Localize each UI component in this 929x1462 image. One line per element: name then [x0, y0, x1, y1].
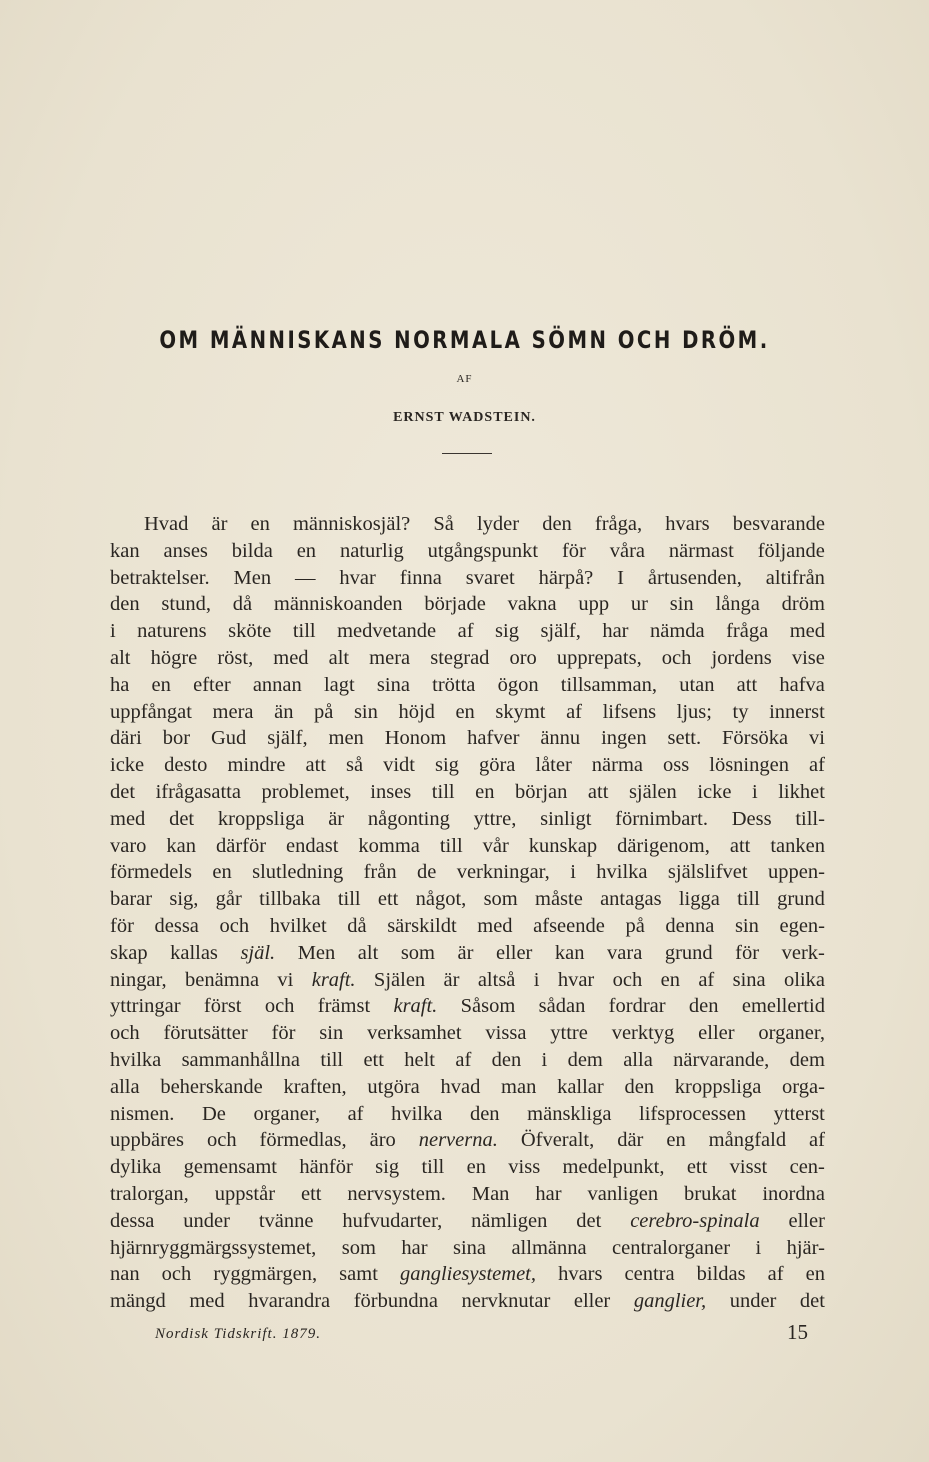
text-line: nan och ryggmärgen, samt gangliesystemet, hvars centra bildas af en — [110, 1263, 825, 1286]
text-line: uppfångat mera än på sin höjd en skymt af lifsens ljus; ty innerst — [110, 700, 825, 723]
text-line: hjärnryggmärgssystemet, som har sina allmänna centralorganer i hjär- — [110, 1236, 825, 1259]
text-line: ningar, benämna vi kraft. Själen är altså i hvar och en af sina olika — [110, 968, 825, 991]
text-line: dessa under tvänne hufvudarter, nämligen det cerebro-spinala eller — [110, 1209, 825, 1232]
text-line: alt högre röst, med alt mera stegrad oro upprepats, och jordens vise — [110, 646, 825, 669]
text-line: förmedels en slutledning från de verkningar, i hvilka själslifvet uppen- — [110, 861, 825, 884]
text-line: skap kallas själ. Men alt som är eller kan vara grund för verk- — [110, 941, 825, 964]
text-line: uppbäres och förmedlas, äro nerverna. Öfveralt, där en mångfald af — [110, 1129, 825, 1152]
text-line: det ifrågasatta problemet, inses till en början att själen icke i likhet — [110, 780, 825, 803]
text-line: varo kan därför endast komma till vår kunskap därigenom, att tanken — [110, 834, 825, 857]
byline: AF — [456, 373, 473, 385]
text-line: med det kroppsliga är någonting yttre, sinligt förnimbart. Dess till- — [110, 807, 825, 830]
text-line: i naturens sköte till medvetande af sig själf, har nämda fråga med — [110, 620, 825, 643]
text-line: kan anses bilda en naturlig utgångspunkt för våra närmast följande — [110, 539, 825, 562]
text-line: mängd med hvarandra förbundna nervknutar eller ganglier, under det — [110, 1290, 825, 1313]
separator-rule — [442, 453, 492, 454]
text-line: dylika gemensamt hänför sig till en viss medelpunkt, ett visst cen- — [110, 1156, 825, 1179]
page-number: 15 — [787, 1320, 808, 1344]
author-name: ERNST WADSTEIN. — [393, 410, 536, 425]
text-line: Hvad är en människosjäl? Så lyder den fråga, hvars besvarande — [144, 513, 825, 535]
text-line: icke desto mindre att så vidt sig göra låter närma oss lösningen af — [110, 754, 825, 777]
text-line: däri bor Gud själf, men Honom hafver ännu ingen sett. Försöka vi — [110, 727, 825, 750]
text-line: för dessa och hvilket då särskildt med afseende på denna sin egen- — [110, 914, 825, 937]
text-line: den stund, då människoanden började vakna upp ur sin långa dröm — [110, 593, 825, 616]
text-line: hvilka sammanhållna till ett helt af den i dem alla närvarande, dem — [110, 1048, 825, 1071]
body-text — [110, 511, 825, 1315]
text-line: betraktelser. Men — hvar finna svaret härpå? I årtusenden, altifrån — [110, 566, 825, 589]
text-line: alla beherskande kraften, utgöra hvad man kallar den kroppsliga orga- — [110, 1075, 825, 1098]
text-line: ha en efter annan lagt sina trötta ögon tillsamman, utan att hafva — [110, 673, 825, 696]
text-line: och förutsätter för sin verksamhet vissa yttre verktyg eller organer, — [110, 1022, 825, 1045]
text-line: tralorgan, uppstår ett nervsystem. Man har vanligen brukat inordna — [110, 1182, 825, 1205]
text-line: nismen. De organer, af hvilka den mänskliga lifsprocessen ytterst — [110, 1102, 825, 1125]
article-title: OM MÄNNISKANS NORMALA SÖMN OCH DRÖM. — [159, 326, 770, 354]
text-line: yttringar först och främst kraft. Såsom sådan fordrar den emellertid — [110, 995, 825, 1018]
journal-citation: Nordisk Tidskrift. 1879. — [155, 1326, 321, 1342]
text-line: barar sig, går tillbaka till ett något, som måste antagas ligga till grund — [110, 888, 825, 911]
